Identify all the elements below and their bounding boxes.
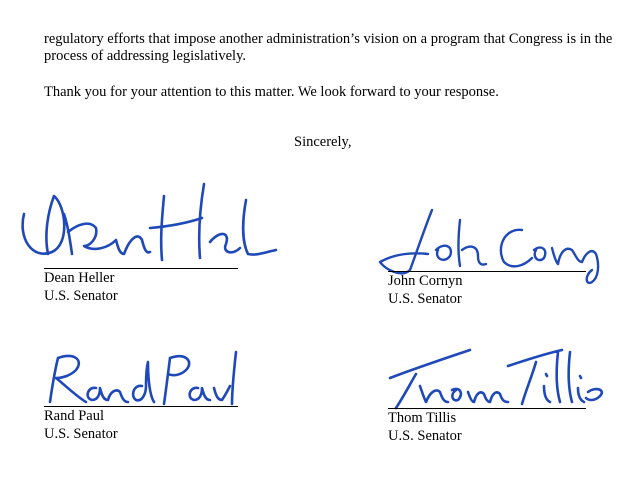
- signature-line-tillis: [388, 408, 586, 409]
- signature-line-paul: [44, 406, 238, 407]
- signatory-name-tillis: Thom Tillis: [388, 410, 457, 426]
- signature-line-heller: [44, 268, 238, 269]
- signatory-name-paul: Rand Paul: [44, 408, 105, 424]
- signatory-title-paul: U.S. Senator: [44, 426, 118, 442]
- signatory-name-cornyn: John Cornyn: [388, 273, 463, 289]
- tillis-signature-icon: [376, 344, 612, 412]
- signature-line-cornyn: [388, 271, 586, 272]
- letter-paragraph-2: Thank you for your attention to this matter. We look forward to your response.: [44, 84, 499, 100]
- signatory-title-tillis: U.S. Senator: [388, 428, 462, 444]
- heller-signature-icon: [14, 178, 284, 268]
- signatory-title-heller: U.S. Senator: [44, 288, 118, 304]
- paul-signature-icon: [40, 346, 250, 408]
- signatory-name-heller: Dean Heller: [44, 270, 115, 286]
- letter-paragraph-1: regulatory efforts that impose another administration’s vision on a program that Congress is in the process of addressing legislatively.: [44, 31, 613, 64]
- signatory-title-cornyn: U.S. Senator: [388, 291, 462, 307]
- letter-closing: Sincerely,: [294, 134, 352, 150]
